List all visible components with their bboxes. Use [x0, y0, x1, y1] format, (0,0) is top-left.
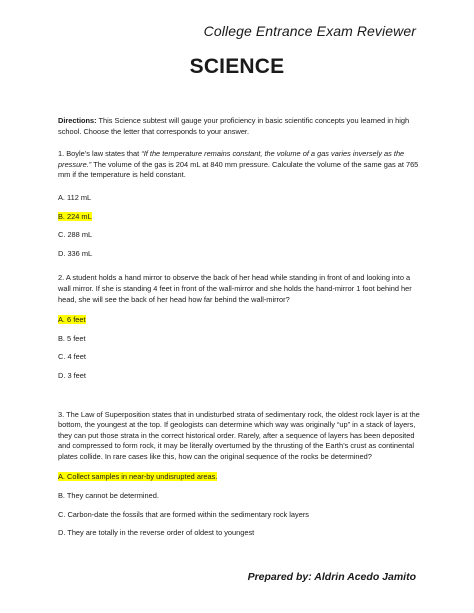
document-content	[58, 116, 424, 539]
question-1-lead: Boyle’s law states that	[64, 149, 142, 159]
question-3-option-b: B. They cannot be determined.	[58, 491, 159, 501]
question-2-text: A student holds a hand mirror to observe the back of her head while standing in front of and looking into a wall mirror. If she is standing 4 feet in front of the wall-mirror and she holds the hand-mirror 1 foot behind her head, she will see the back of her head how far behind the wall-mirror?	[58, 273, 412, 304]
question-3	[58, 410, 424, 463]
subject-title: SCIENCE	[189, 55, 285, 78]
question-1-option-b	[58, 212, 424, 223]
highlighted-answer: B. 224 mL	[58, 211, 92, 221]
directions-label: Directions:	[58, 116, 97, 125]
question-3-option-c: C. Carbon-date the fossils that are formed within the sedimentary rock layers	[58, 509, 309, 519]
question-1-quote: “If the temperature remains constant, the volume of a gas varies inversely as the pressure.”	[58, 149, 405, 169]
document-footer: Prepared by: Aldrin Acedo Jamito	[247, 571, 416, 583]
question-1-number: 1.	[58, 149, 65, 159]
question-1-option-d: D. 336 mL	[58, 248, 93, 258]
question-1	[58, 149, 424, 181]
directions-paragraph	[58, 116, 424, 137]
question-2-number: 2.	[58, 273, 65, 283]
question-2-option-a	[58, 315, 424, 326]
question-3-option-a	[58, 472, 424, 483]
question-1-rest: The volume of the gas is 204 mL at 840 mm pressure. Calculate the volume of the same gas at 765 mm if the temperature is held constant.	[58, 159, 419, 180]
question-2-option-d: D. 3 feet	[58, 370, 86, 380]
question-2-option-b: B. 5 feet	[58, 333, 86, 343]
question-2-option-c: C. 4 feet	[58, 352, 86, 362]
document-header-title: College Entrance Exam Reviewer	[203, 23, 416, 39]
highlighted-answer: A. Collect samples in near-by undisrupted areas.	[58, 472, 218, 482]
question-1-option-c: C. 288 mL	[58, 230, 93, 240]
question-2	[58, 273, 424, 305]
question-3-number: 3.	[58, 409, 65, 419]
question-3-option-d: D. They are totally in the reverse order of oldest to youngest	[58, 528, 255, 538]
question-1-option-a: A. 112 mL	[58, 192, 92, 202]
question-3-text: The Law of Superposition states that in undisturbed strata of sedimentary rock, the oldest rock layer is at the bottom, the youngest at the top. If geologists can determine which way was originally “up” in a stack of layers, they can put those strata in the correct historical order. Rarely, after a sequence of layers has been deposited and compressed to form rock, it may be literally overturned by the thrusting of the Earth’s crust as continental plates collide. In rare cases like this, how can the original sequence of the rocks be determined?	[58, 409, 420, 461]
highlighted-answer: A. 6 feet	[58, 315, 86, 325]
directions-text: This Science subtest will gauge your proficiency in basic scientific concepts you learned in high school. Choose the letter that corresponds to your answer.	[58, 116, 410, 136]
